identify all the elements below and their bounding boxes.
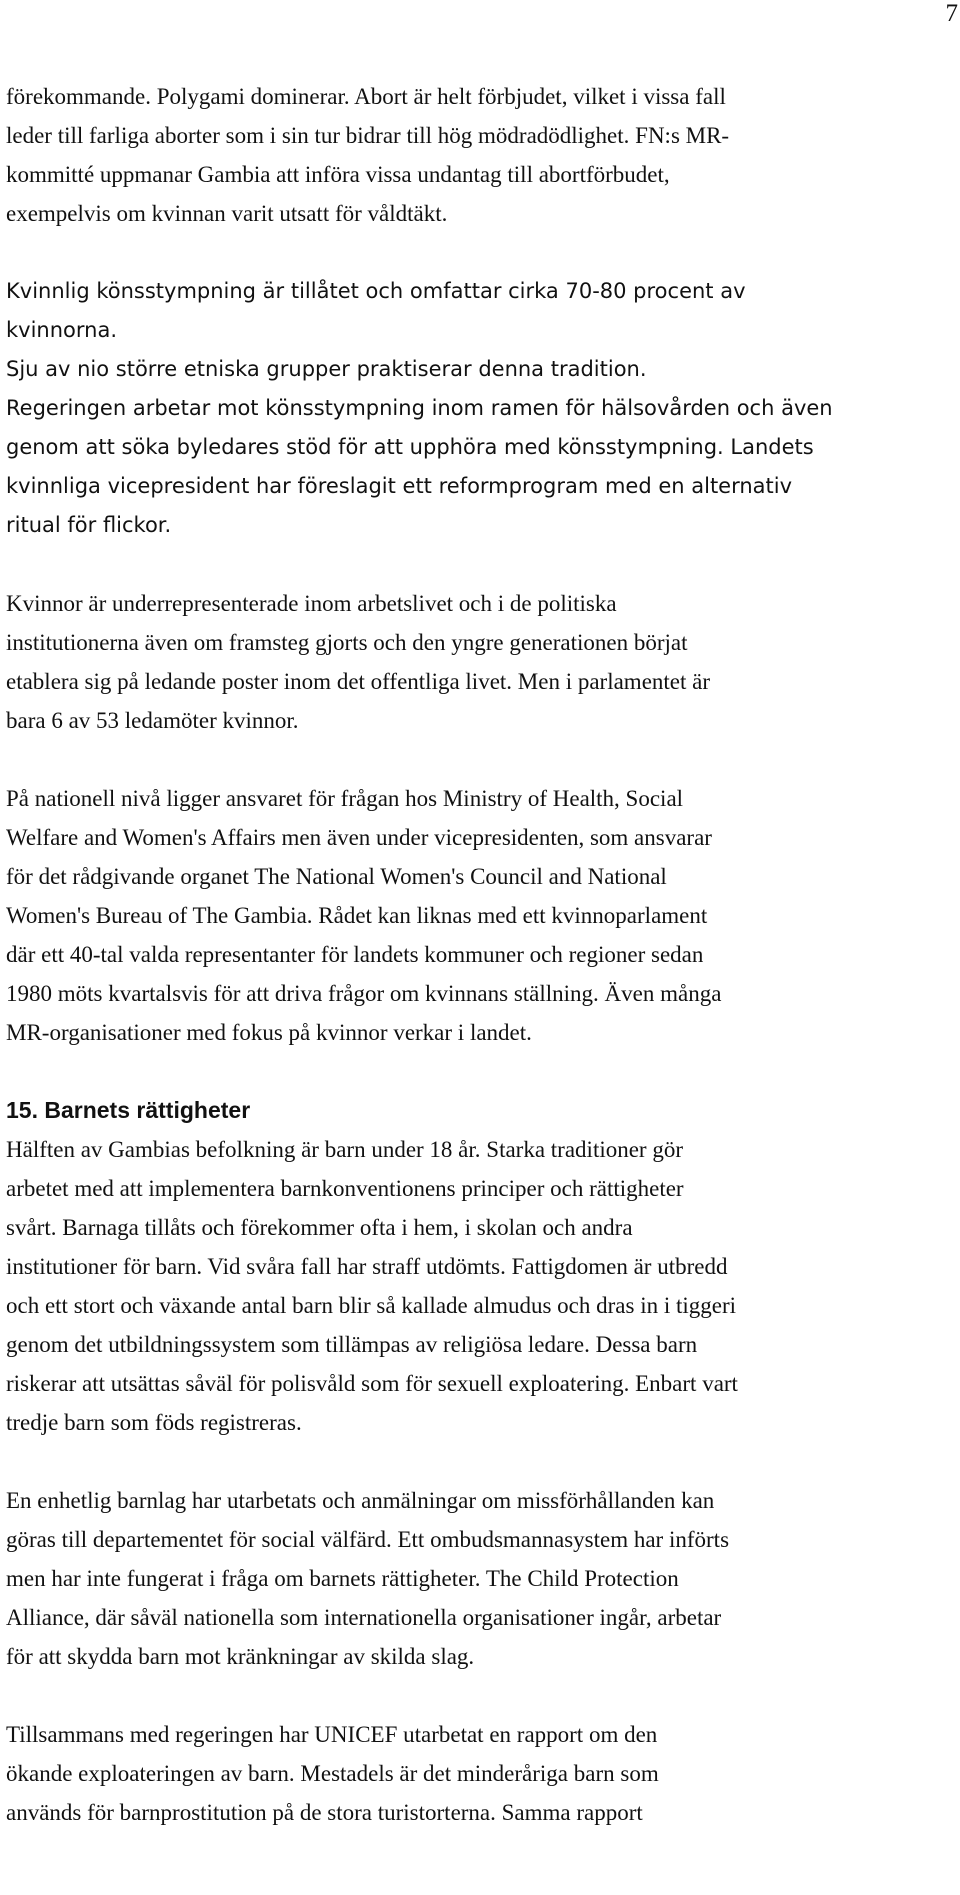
document-body (6, 77, 956, 1832)
paragraph-fgm-body: Sju av nio större etniska grupper praktiserar denna tradition. Regeringen arbetar mot könsstympning inom ramen för hälsovården och även genom att söka byledares stöd för att upphöra med könsstympning. Landets kvinnliga vicepresident har föreslagit ett reformprogram med en alternativ ritual för flickor. (6, 357, 833, 537)
paragraph-children-population: Hälften av Gambias befolkning är barn under 18 år. Starka traditioner gör arbetet med att implementera barnkonventionens principer och rättigheter svårt. Barnaga tillåts och förekommer ofta i hem, i skolan och andra institutioner för barn. Vid svåra fall har straff utdömts. Fattigdomen är utbredd och ett stort och växande antal barn blir så kallade almudus och dras in i tiggeri genom det utbildningssystem som tillämpas av religiösa ledare. Dessa barn riskerar att utsättas såväl för polisvåld som för sexuell exploatering. Enbart vart tredje barn som föds registreras. (6, 1137, 738, 1435)
paragraph-women-representation: Kvinnor är underrepresenterade inom arbetslivet och i de politiska institutionerna även om framsteg gjorts och den yngre generationen börjat etablera sig på ledande poster inom det offentliga livet. Men i parlamentet är bara 6 av 53 ledamöter kvinnor. (6, 591, 711, 733)
page-number: 7 (945, 0, 958, 27)
paragraph-child-law: En enhetlig barnlag har utarbetats och anmälningar om missförhållanden kan göras till departementet för social välfärd. Ett ombudsmannasystem har införts men har inte fungerat i fråga om barnets rättigheter. The Child Protection Alliance, där såväl nationella som internationella organisationer ingår, arbetar för att skydda barn mot kränkningar av skilda slag. (6, 1488, 730, 1669)
paragraph-fgm-intro: Kvinnlig könsstympning är tillåtet och omfattar cirka 70-80 procent av kvinnorna. (6, 279, 746, 342)
paragraph-spacer (6, 740, 956, 779)
paragraph-abort: förekommande. Polygami dominerar. Abort är helt förbjudet, vilket i vissa fall leder till farliga aborter som i sin tur bidrar till hög mödradödlighet. FN:s MR- kommitté uppmanar Gambia att införa vissa undantag till abortförbudet, exempelvis om kvinnan varit utsatt för våldtäkt. (6, 84, 730, 226)
paragraph-spacer (6, 233, 956, 272)
paragraph-spacer (6, 1442, 956, 1481)
paragraph-unicef-report: Tillsammans med regeringen har UNICEF utarbetat en rapport om den ökande exploateringen av barn. Mestadels är det minderåriga barn som används för barnprostitution på de stora turistorterna. Samma rapport (6, 1722, 659, 1825)
paragraph-spacer (6, 545, 956, 584)
paragraph-spacer (6, 1052, 956, 1091)
section-heading: 15. Barnets rättigheter (6, 1097, 251, 1123)
paragraph-spacer (6, 1676, 956, 1715)
paragraph-national-responsibility: På nationell nivå ligger ansvaret för frågan hos Ministry of Health, Social Welfare and Women's Affairs men även under vicepresidenten, som ansvarar för det rådgivande organet The National Women's Council and National Women's Bureau of The Gambia. Rådet kan liknas med ett kvinnoparlament där ett 40-tal valda representanter för landets kommuner och regioner sedan 1980 möts kvartalsvis för att driva frågor om kvinnans ställning. Även många MR-organisationer med fokus på kvinnor verkar i landet. (6, 786, 722, 1045)
